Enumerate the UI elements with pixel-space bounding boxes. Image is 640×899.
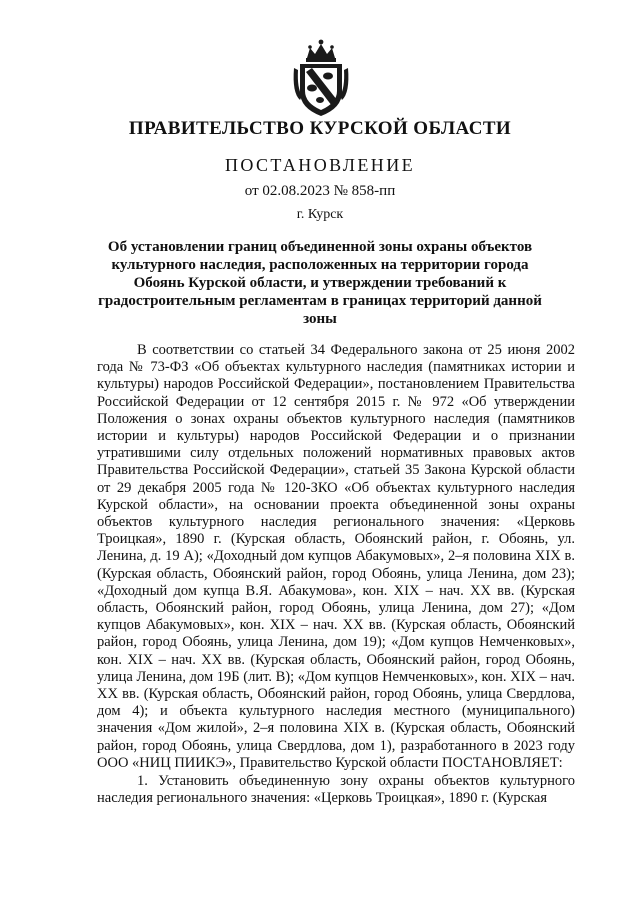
- preamble-paragraph: В соответствии со статьей 34 Федерального закона от 25 июня 2002 года № 73-ФЗ «Об объектах культурного наследия (памятниках истории и культуры) народов Российской Федерации», постановлением Правительства Российской Федерации от 12 сентября 2015 г. № 972 «Об утверждении Положения о зонах охраны объектов культурного наследия (памятников истории и культуры) народов Российской Федерации и о признании утратившими силу отдельных положений нормативных правовых актов Правительства Российской Федерации», статьей 35 Закона Курской области от 29 декабря 2005 года № 120-ЗКО «Об объектах культурного наследия Курской области», на основании проекта объединенной зоны охраны объектов культурного наследия регионального значения: «Церковь Троицкая», 1890 г. (Курская область, Обоянский район, г. Обоянь, ул. Ленина, д. 19 А); «Доходный дом купцов Абакумовых», 2–я половина XIX в. (Курская область, Обоянский район, город Обоянь, улица Ленина, дом 23); «Доходный дом купца В.Я. Абакумова», кон. XIX – нач. XX вв. (Курская область, Обоянский район, город Обоянь, улица Ленина, дом 27); «Дом купцов Абакумовых», кон. XIX – нач. XX вв. (Курская область, Обоянский район, город Обоянь, улица Ленина, дом 19); «Дом купцов Немченковых», кон. XIX – нач. XX вв. (Курская область, Обоянский район, город Обоянь, улица Ленина, дом 19Б (лит. В); «Дом купцов Немченковых», кон. XIX – нач. XX вв. (Курская область, Обоянский район, город Обоянь, улица Свердлова, дом 4); и объекта культурного наследия местного (муниципального) значения «Дом жилой», 2–я половина XIX в. (Курская область, Обоянский район, город Обоянь, улица Свердлова, дом 1), разработанного в 2023 году ООО «НИЦ ПИИКЭ», Правительство Курской области ПОСТАНОВЛЯЕТ:: [97, 342, 575, 771]
- kursk-coat-of-arms-icon: [290, 38, 352, 118]
- document-body: [97, 342, 575, 807]
- government-name: ПРАВИТЕЛЬСТВО КУРСКОЙ ОБЛАСТИ: [128, 118, 512, 139]
- document-type: ПОСТАНОВЛЕНИЕ: [224, 155, 416, 175]
- date-and-number: от 02.08.2023 № 858-пп: [244, 183, 396, 199]
- city: г. Курск: [296, 207, 344, 222]
- document-title: Об установлении границ объединенной зоны охраны объектов культурного наследия, расположенных на территории города Обоянь Курской области, и утверждении требований к градостроительным регламентам в границах территорий данной зоны: [98, 239, 542, 327]
- item-1-paragraph: 1. Установить объединенную зону охраны объектов культурного наследия регионального значения: «Церковь Троицкая», 1890 г. (Курская: [97, 773, 575, 807]
